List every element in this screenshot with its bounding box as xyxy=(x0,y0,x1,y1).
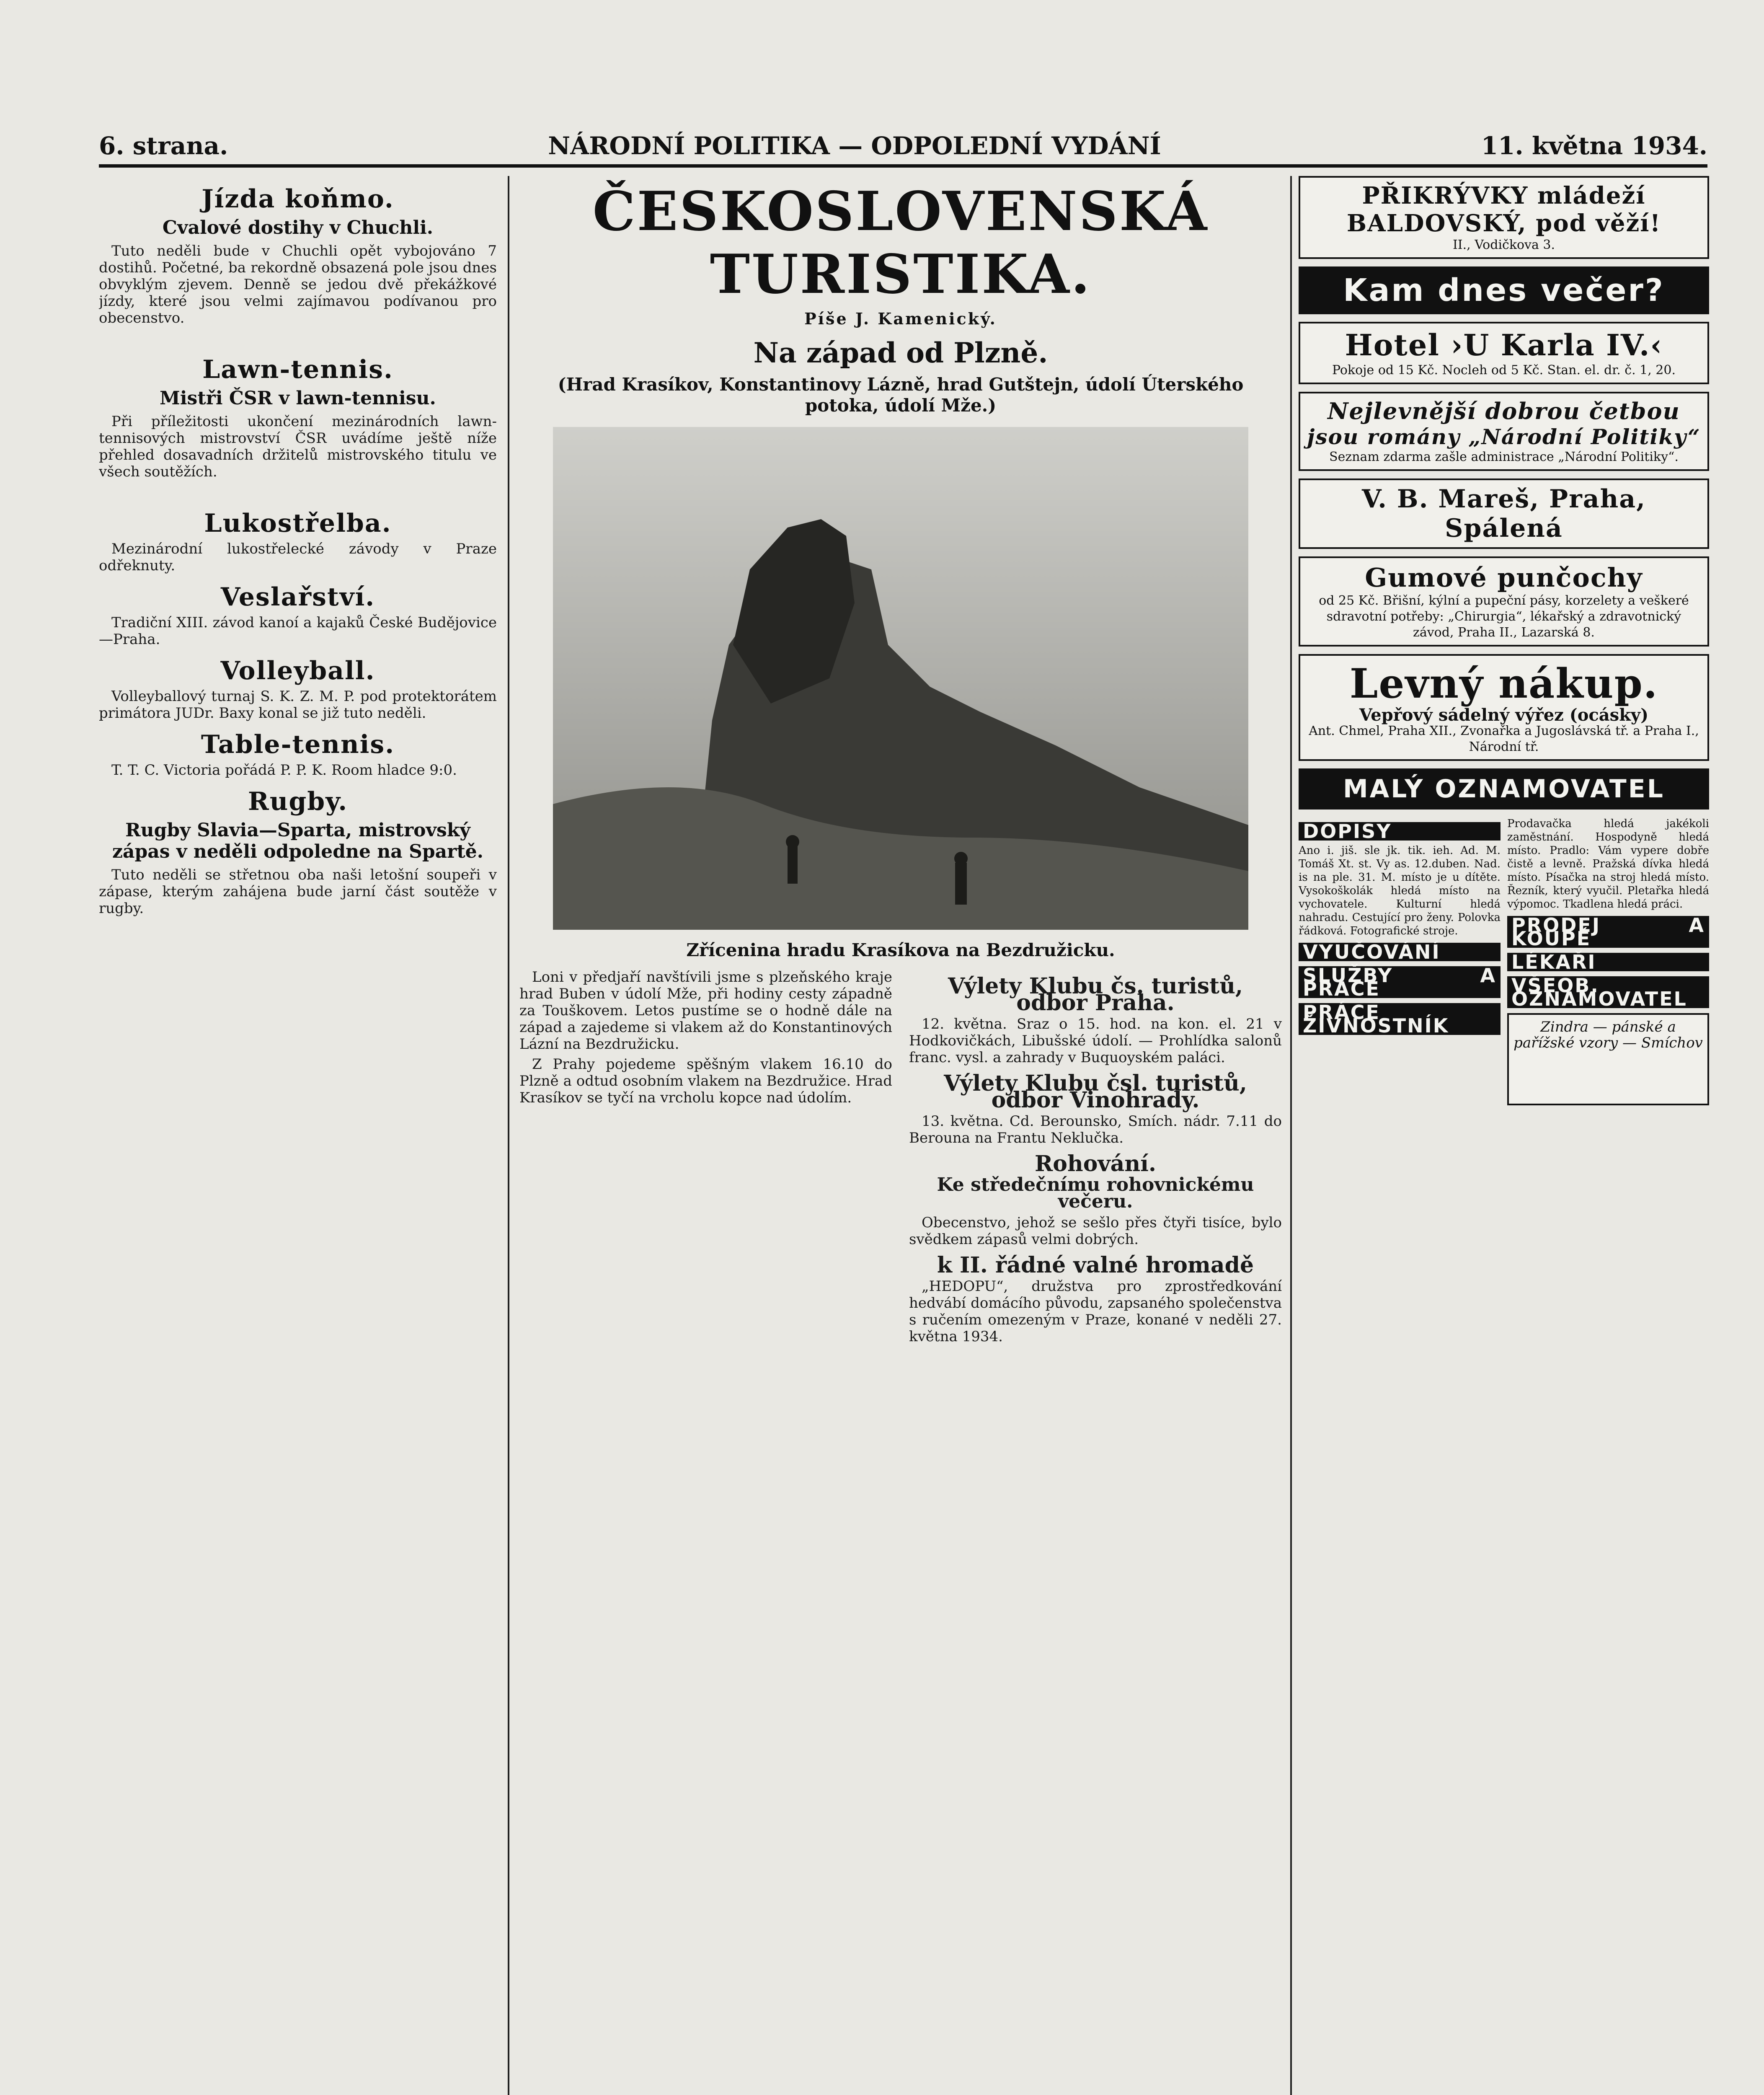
boxing-paragraph: Obecenstvo, jehož se sešlo přes čtyři tisíce, bylo svědkem zápasů velmi dobrých. xyxy=(909,1214,1282,1248)
column-rule xyxy=(1290,176,1292,2095)
tennis-subheading: Mistři ČSR v lawn-tennisu. xyxy=(160,388,436,409)
article-column-b xyxy=(909,969,1282,1348)
article-paragraph: Loni v předjaří navštívili jsme s plzeňského kraje hrad Buben v údolí Mže, při hodiny cesty západně za Touškovem. Letos pustíme se o hodně dále na západ a zajedeme si vlakem až do Konstantinových Lázní na Bezdružicku. xyxy=(519,969,892,1053)
novels-line-3: Seznam zdarma zašle administrace „Národní Politiky“. xyxy=(1329,450,1679,464)
article-paragraph: Z Prahy pojedeme spěšným vlakem 16.10 do Plzně a odtud osobním vlakem na Bezdružice. Hrad Krasíkov se tyčí na vrcholu kopce nad údolím. xyxy=(519,1056,892,1106)
classifieds-col-b xyxy=(1507,817,1709,1113)
article-headline: Na západ od Plzně. xyxy=(753,336,1048,369)
cheap-buy-ad xyxy=(1299,654,1709,761)
classified-text: Ano i. jiš. sle jk. tik. ieh. Ad. M. Tomáš Xt. st. Vy as. 12.duben. Nad. is na ple. 31. M. místo je u dítěte. Vysokoškolák hledá místo na vychovatele. Kulturní hledá nahradu. Cestující pro ženy. Polovka řádková. Fotografické stroje. xyxy=(1299,844,1501,937)
meeting-paragraph: „HEDOPU“, družstva pro zprostředkování hedvábí domácího původu, zapsaného společenstva s ručením omezeným v Praze, konané v neděli 27. května 1934. xyxy=(909,1278,1282,1345)
page-number: 6. strana. xyxy=(99,132,228,160)
rugby-text xyxy=(99,866,497,917)
horse-text xyxy=(99,243,497,326)
article-body xyxy=(519,969,1282,1348)
zindra-ad xyxy=(1507,1013,1709,1105)
clubs-heading: Výlety Klubu čs. turistů, odbor Praha. xyxy=(948,973,1243,1016)
byline: Píše J. Kamenický. xyxy=(804,309,997,328)
column-rule xyxy=(508,176,509,2095)
blanket-ad-line: II., Vodičkova 3. xyxy=(1452,238,1555,252)
stockings-line: od 25 Kč. Břišní, kýlní a pupeční pásy, korzelety a veškeré sdravotní potřeby: „Chirurgia“, lékařský a zdravotnický závod, Praha II., Lazarská 8. xyxy=(1319,593,1689,640)
cheap-buy-title: Levný nákup. xyxy=(1349,660,1658,707)
tennis-text xyxy=(99,413,497,480)
shirts-ad xyxy=(1299,478,1709,549)
boxing-subheading: Ke středečnímu rohovnickému večeru. xyxy=(937,1174,1254,1212)
archery-heading: Lukostřelba. xyxy=(204,509,392,538)
article-subheadline: (Hrad Krasíkov, Konstantinovy Lázně, hrad Gutštejn, údolí Úterského potoka, údolí Mže.) xyxy=(558,374,1244,416)
cat-doctors: LÉKAŘI xyxy=(1507,953,1709,971)
table-tennis-text xyxy=(99,762,497,779)
meeting-heading: k II. řádné valné hromadě xyxy=(937,1252,1254,1278)
hotel-name: Hotel ›U Karla IV.‹ xyxy=(1345,328,1663,362)
spacer xyxy=(99,330,497,347)
rowing-text xyxy=(99,614,497,648)
spacer xyxy=(99,484,497,500)
tonight-banner: Kam dnes večer? xyxy=(1299,266,1709,314)
tennis-heading: Lawn-tennis. xyxy=(202,355,393,384)
classified-text: Prodavačka hledá jakékoli zaměstnání. Hospodyně hledá místo. Pradlo: Vám vypere dobře čistě a levně. Pražská dívka hledá místo. Písačka na stroj hledá místo. Řezník, který vyučil. Pletařka hledá výpomoc. Tkadlena hledá práci. xyxy=(1507,817,1709,910)
shirts-brand: V. B. Mareš, Praha, Spálená xyxy=(1362,484,1646,543)
horse-heading: Jízda koňmo. xyxy=(201,184,394,214)
rugby-heading: Rugby. xyxy=(248,787,348,816)
rowing-paragraph: Tradiční XIII. závod kanoí a kajaků České Budějovice—Praha. xyxy=(99,614,497,648)
table-tennis-heading: Table-tennis. xyxy=(201,730,395,759)
tennis-paragraph: Při příležitosti ukončení mezinárodních lawn-tennisových mistrovství ČSR uvádíme ještě níže přehled dosavadních držitelů mistrovského titulu ve všech soutěžích. xyxy=(99,413,497,480)
cat-teaching: VYUČOVÁNÍ xyxy=(1299,943,1501,961)
section-title: ČESKOSLOVENSKÁ TURISTIKA. xyxy=(592,180,1209,306)
hotel-ad xyxy=(1299,322,1709,384)
cat-letters: DOPISY xyxy=(1299,822,1501,841)
cat-services: SLUŽBY A PRÁCE xyxy=(1299,966,1501,998)
photo-caption: Zřícenina hradu Krasíkova na Bezdružicku. xyxy=(686,940,1115,960)
clubs2-heading: Výlety Klubu čsl. turistů, odbor Vinohrady. xyxy=(944,1071,1247,1113)
stockings-ad xyxy=(1299,556,1709,647)
blanket-ad xyxy=(1299,176,1709,259)
volleyball-text xyxy=(99,688,497,722)
cheap-buy-sub: Vepřový sádelný výřez (ocásky) xyxy=(1359,705,1649,725)
cat-trades: PRÁCE ŽIVNOSTNÍK xyxy=(1299,1003,1501,1035)
masthead xyxy=(99,122,1707,168)
right-column xyxy=(1299,176,1709,2095)
cat-sale: PRODEJ A KOUPĚ xyxy=(1507,916,1709,948)
clubs2-paragraph: 13. května. Cd. Berounsko, Smích. nádr. 7.11 do Berouna na Frantu Neklučka. xyxy=(909,1113,1282,1146)
classifieds-col-a xyxy=(1299,817,1501,1113)
zindra-text: Zindra — pánské a pařížské vzory — Smíchov xyxy=(1513,1019,1703,1051)
blanket-ad-title: PŘIKRÝVKY mládeží BALDOVSKÝ, pod věží! xyxy=(1346,182,1661,237)
table-tennis-paragraph: T. T. C. Victoria pořádá P. P. K. Room hladce 9:0. xyxy=(111,762,457,779)
stockings-title: Gumové punčochy xyxy=(1365,562,1643,593)
issue-date: 11. května 1934. xyxy=(1481,132,1707,160)
paper-title: NÁRODNÍ POLITIKA — ODPOLEDNÍ VYDÁNÍ xyxy=(548,132,1161,160)
classifieds xyxy=(1299,817,1709,1113)
castle-ruin-photo xyxy=(553,427,1248,930)
middle-column xyxy=(519,176,1282,2095)
hotel-line: Pokoje od 15 Kč. Nocleh od 5 Kč. Stan. el. dr. č. 1, 20. xyxy=(1332,363,1676,378)
cheap-buy-firm: Ant. Chmel, Praha XII., Zvonařka a Jugoslávská tř. a Praha I., Národní tř. xyxy=(1309,724,1699,754)
horse-subheading: Cvalové dostihy v Chuchli. xyxy=(162,217,434,238)
clubs-paragraph: 12. května. Sraz o 15. hod. na kon. el. 21 v Hodkovičkách, Libušské údolí. — Prohlídka salonů franc. vysl. a zahrady v Buquoyském paláci. xyxy=(909,1016,1282,1066)
novels-line-2: jsou romány „Národní Politiky“ xyxy=(1307,424,1701,449)
castle-photo-image xyxy=(553,427,1248,930)
classifieds-banner: MALÝ OZNAMOVATEL xyxy=(1299,768,1709,810)
novels-ad xyxy=(1299,392,1709,471)
archery-text xyxy=(99,541,497,574)
cat-general: VŠEOB. OZNAMOVATEL xyxy=(1507,976,1709,1008)
rugby-subheading: Rugby Slavia—Sparta, mistrovský zápas v neděli odpoledne na Spartě. xyxy=(112,820,483,862)
novels-line-1: Nejlevnější dobrou četbou xyxy=(1328,398,1680,424)
rugby-paragraph: Tuto neděli se střetnou oba naši letošní soupeři v zápase, kterým zahájena bude jarní část soutěže v rugby. xyxy=(99,866,497,917)
horse-paragraph: Tuto neděli bude v Chuchli opět vybojováno 7 dostihů. Početné, ba rekordně obsazená pole jsou dnes obvyklým zjevem. Denně se jedou dvě překážkové jízdy, které jsou velmi zajímavou podívanou pro obecenstvo. xyxy=(99,243,497,326)
boxing-heading: Rohování. xyxy=(1035,1151,1156,1177)
left-column xyxy=(99,176,497,2095)
volleyball-paragraph: Volleyballový turnaj S. K. Z. M. P. pod protektorátem primátora JUDr. Baxy konal se již tuto neděli. xyxy=(99,688,497,722)
volleyball-heading: Volleyball. xyxy=(220,656,375,685)
rowing-heading: Veslařství. xyxy=(220,582,375,612)
article-column-a xyxy=(519,969,892,1348)
archery-paragraph: Mezinárodní lukostřelecké závody v Praze odřeknuty. xyxy=(99,541,497,574)
